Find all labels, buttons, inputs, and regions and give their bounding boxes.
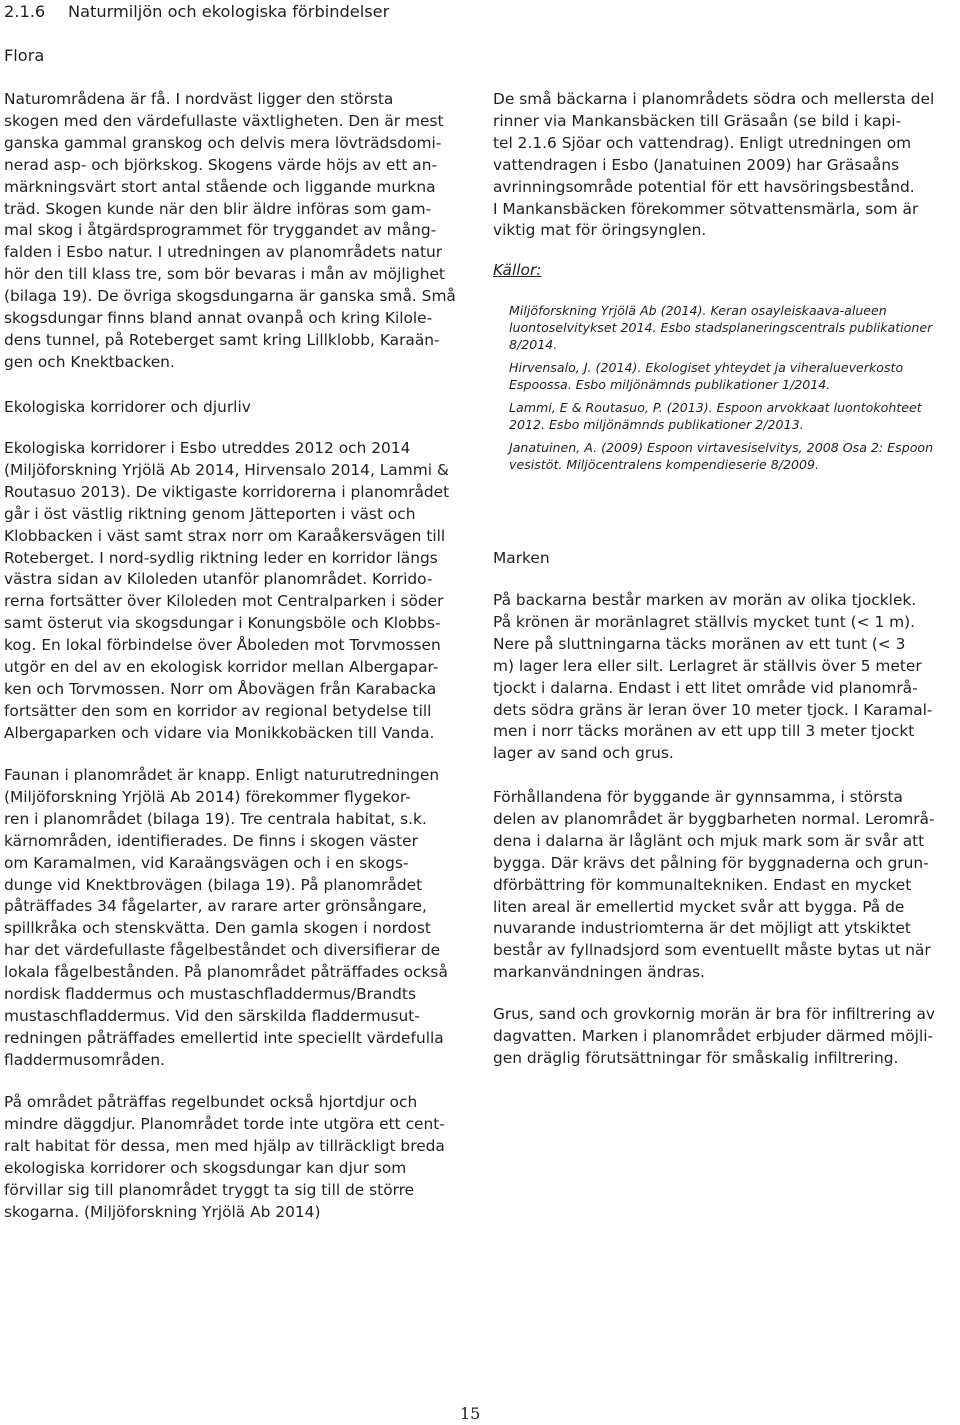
text-line: lokala fågelbestånden. På planområdet påträffades också (4, 963, 448, 982)
text-line: mindre däggdjur. Planområdet torde inte utgöra ett cent- (4, 1114, 445, 1133)
text-line: ganska gammal granskog och delvis mera lövträdsdomi- (4, 133, 442, 152)
text-line: Roteberget. I nord-sydlig riktning leder en korridor längs (4, 548, 438, 567)
text-line: består av fyllnadsjord som eventuellt måste bytas ut när (493, 941, 931, 960)
text-line: skogen med den värdefullaste växtligheten. Den är mest (4, 111, 444, 130)
reference-list (509, 303, 949, 480)
text-line: Lammi, E & Routasuo, P. (2013). Espoon arvokkaat luontokohteet (509, 399, 922, 415)
text-line: kog. En lokal förbindelse över Åboleden mot Torvmossen (4, 636, 441, 655)
text-line: ken och Torvmossen. Norr om Åbovägen från Karabacka (4, 679, 437, 698)
text-line: träd. Skogen kunde när den blir äldre införas som gam- (4, 199, 432, 218)
fauna-paragraph (4, 765, 448, 1072)
corridors-paragraph (4, 438, 449, 745)
text-line: kärnområden, identifierades. De finns i skogen väster (4, 831, 418, 850)
text-line: spillkråka och stenskvätta. Den gamla skogen i nordost (4, 919, 431, 938)
text-line: Förhållandena för byggande är gynnsamma, i största (493, 788, 903, 806)
text-line: förvillar sig till planområdet tryggt ta sig till de större (4, 1180, 415, 1199)
text-line: nerad asp- och björkskog. Skogens värde höjs av ett an- (4, 155, 438, 174)
text-line: nuvarande industriomterna är det möjligt att ytskiktet (493, 919, 911, 938)
reference-item (509, 440, 949, 474)
text-line: avrinningsområde potential för ett havsöringsbestånd. (493, 177, 915, 196)
text-line: nordisk fladdermus och mustaschfladdermus/Brandts (4, 985, 416, 1004)
section-number: 2.1.6 (4, 2, 46, 21)
text-line: dets södra gräns är leran över 10 meter tjock. I Karamal- (493, 700, 933, 719)
text-line: dagvatten. Marken i planområdet erbjuder därmed möjli- (493, 1026, 934, 1045)
text-line: men i norr täcks moränen av ett upp till 3 meter tjockt (493, 722, 915, 741)
text-line: påträffades 34 fågelarter, av rarare arter grönsångare, (4, 897, 427, 916)
text-line: Ekologiska korridorer i Esbo utreddes 2012 och 2014 (4, 439, 411, 457)
text-line: märkningsvärt stort antal stående och liggande murkna (4, 177, 436, 196)
text-line: vesistöt. Miljöcentralens kompendieserie 8/2009. (509, 456, 820, 472)
text-line: dförbättring för kommunaltekniken. Endast en mycket (493, 875, 912, 894)
text-line: rinner via Mankansbäcken till Gräsaån (se bild i kapi- (493, 111, 902, 130)
text-line: tel 2.1.6 Sjöar och vattendrag). Enligt utredningen om (493, 133, 912, 152)
text-line: gen dräglig förutsättningar för småskalig infiltrering. (493, 1048, 899, 1067)
text-line: delen av planområdet är byggbarheten normal. Lerområ- (493, 809, 935, 828)
text-line: mal skog i åtgärdsprogrammet för tryggandet av mång- (4, 221, 437, 240)
text-line: 8/2014. (509, 336, 558, 352)
building-paragraph (493, 787, 935, 984)
text-line: luontoselvitykset 2014. Esbo stadsplaneringscentrals publikationer (509, 319, 933, 335)
text-line: Routasuo 2013). De viktigaste korridorerna i planområdet (4, 482, 450, 501)
streams-paragraph (493, 89, 934, 242)
text-line: markanvändningen ändras. (493, 963, 705, 982)
text-line: Grus, sand och grovkornig morän är bra för infiltrering av (493, 1005, 936, 1023)
text-line: Nere på sluttningarna täcks moränen av ett tunt (< 3 (493, 634, 906, 653)
text-line: redningen påträffades emellertid inte speciellt värdefulla (4, 1028, 444, 1047)
reference-item (509, 360, 949, 394)
text-line: Klobbacken i väst samt strax norr om Karaåkersvägen till (4, 526, 446, 545)
text-line: om Karamalmen, vid Karaängsvägen och i en skogs- (4, 853, 409, 872)
text-line: 2012. Esbo miljönämnds publikationer 2/2013. (509, 416, 804, 432)
text-line: Albergaparken och vidare via Monikkobäcken till Vanda. (4, 723, 435, 742)
text-line: De små bäckarna i planområdets södra och mellersta del (493, 90, 935, 108)
text-line: västra sidan av Kiloleden utanför planområdet. Korrido- (4, 570, 433, 589)
deer-paragraph (4, 1092, 445, 1223)
text-line: I Mankansbäcken förekommer sötvattensmärla, som är (493, 199, 919, 218)
text-line: ren i planområdet (bilaga 19). Tre centrala habitat, s.k. (4, 809, 427, 828)
section-title: Naturmiljön och ekologiska förbindelser (68, 2, 390, 21)
text-line: Espoossa. Esbo miljönämnds publikationer 1/2014. (509, 376, 831, 392)
reference-item (509, 303, 949, 354)
text-line: skogarna. (Miljöforskning Yrjölä Ab 2014) (4, 1202, 321, 1221)
text-line: På krönen är moränlagret ställvis mycket tunt (< 1 m). (493, 612, 916, 631)
text-line: har det värdefullaste fågelbeståndet och diversifierar de (4, 941, 441, 960)
text-line: fladdermusområden. (4, 1050, 166, 1069)
text-line: liten areal är emellertid mycket svår att bygga. På de (493, 897, 905, 916)
text-line: gen och Knektbacken. (4, 352, 175, 371)
text-line: går i öst västlig riktning genom Jätteporten i väst och (4, 504, 416, 523)
text-line: Hirvensalo, J. (2014). Ekologiset yhteydet ja viheralueverkosto (509, 359, 904, 375)
text-line: skogsdungar finns bland annat ovanpå och kring Kilole- (4, 309, 433, 328)
text-line: ekologiska korridorer och skogsdungar kan djur som (4, 1158, 407, 1177)
text-line: m) lager lera eller silt. Lerlagret är ställvis över 5 meter (493, 656, 922, 675)
text-line: rerna fortsätter över Kiloleden mot Centralparken i söder (4, 592, 444, 611)
flora-heading: Flora (4, 46, 45, 65)
text-line: (bilaga 19). De övriga skogsdungarna är ganska små. Små (4, 287, 456, 306)
text-line: vattendragen i Esbo (Janatuinen 2009) har Gräsaåns (493, 155, 900, 174)
text-line: falden i Esbo natur. I utredningen av planområdets natur (4, 243, 443, 262)
text-line: tjockt i dalarna. Endast i ett litet område vid planområ- (493, 678, 918, 697)
text-line: hör den till klass tre, som bör bevaras i mån av möjlighet (4, 265, 445, 284)
flora-paragraph (4, 89, 456, 374)
reference-item (509, 400, 949, 434)
marken-paragraph (493, 590, 933, 765)
corridors-heading: Ekologiska korridorer och djurliv (4, 398, 251, 416)
marken-heading: Marken (493, 549, 550, 567)
text-line: (Miljöforskning Yrjölä Ab 2014) förekommer flygekor- (4, 787, 411, 806)
text-line: Miljöforskning Yrjölä Ab (2014). Keran osayleiskaava-alueen (509, 303, 887, 318)
text-line: dena i dalarna är låglänt och mjuk mark som är svår att (493, 831, 925, 850)
text-line: fortsätter den som en korridor av regional betydelse till (4, 701, 432, 720)
infiltration-paragraph (493, 1004, 935, 1070)
text-line: samt österut via skogsdungar i Konungsböle och Klobbs- (4, 614, 441, 633)
page-number: 15 (460, 1404, 481, 1423)
text-line: dens tunnel, på Roteberget samt kring Lillklobb, Karaän- (4, 330, 440, 349)
text-line: bygga. Där krävs det pålning för byggnaderna och grun- (493, 853, 929, 872)
text-line: mustaschfladdermus. Vid den särskilda fladdermusut- (4, 1006, 420, 1025)
text-line: lager av sand och grus. (493, 744, 674, 763)
text-line: På backarna består marken av morän av olika tjocklek. (493, 591, 917, 609)
text-line: På området påträffas regelbundet också hjortdjur och (4, 1093, 418, 1111)
text-line: dunge vid Knektbrovägen (bilaga 19). På planområdet (4, 875, 423, 894)
text-line: Naturområdena är få. I nordväst ligger den största (4, 90, 394, 108)
text-line: Janatuinen, A. (2009) Espoon virtavesiselvitys, 2008 Osa 2: Espoon (509, 439, 934, 455)
text-line: Faunan i planområdet är knapp. Enligt naturutredningen (4, 766, 440, 784)
sources-heading: Källor: (493, 261, 542, 279)
text-line: utgör en del av en ekologisk korridor mellan Albergapar- (4, 658, 439, 677)
text-line: ralt habitat för dessa, men med hjälp av tillräckligt breda (4, 1136, 445, 1155)
text-line: (Miljöforskning Yrjölä Ab 2014, Hirvensalo 2014, Lammi & (4, 460, 449, 479)
text-line: viktig mat för öringsynglen. (493, 221, 707, 240)
